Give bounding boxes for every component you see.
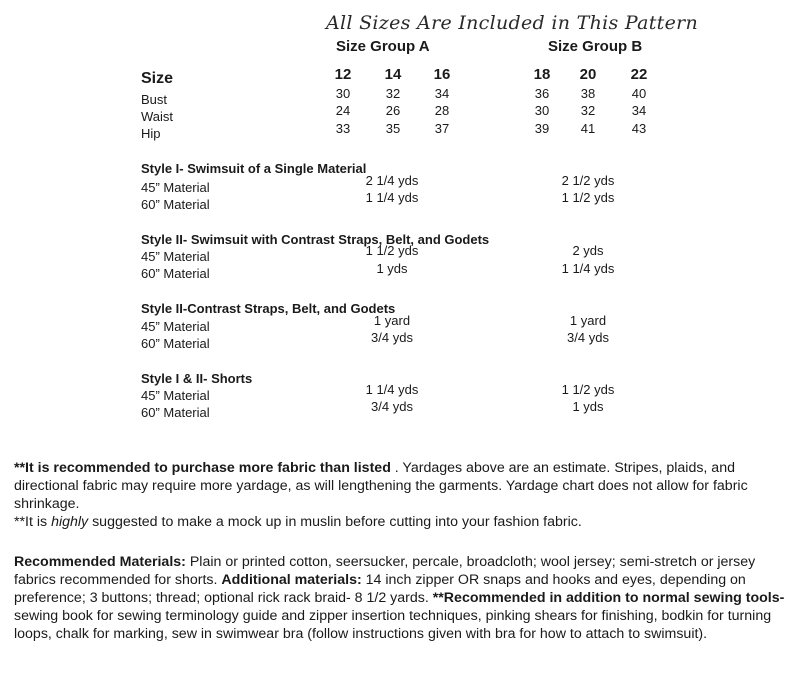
bust-value: 38 — [580, 86, 596, 101]
material-60-label: 60” Material — [141, 197, 210, 212]
waist-value: 30 — [534, 103, 550, 118]
additional-materials-text: 14 inch zipper OR snaps and hooks and eyes, depending on preference; 3 buttons; thread; optional rick rack braid- 8 1/2 yards. — [14, 572, 746, 606]
hip-label: Hip — [141, 126, 161, 141]
yardage-group-a: 3/4 yds — [371, 330, 413, 345]
bust-label: Bust — [141, 92, 168, 107]
size-16: 16 — [433, 66, 451, 83]
bust-value: 32 — [385, 86, 401, 101]
size-group-a-heading: Size Group A — [336, 38, 430, 55]
bust-value: 30 — [335, 86, 351, 101]
waist-value: 26 — [385, 103, 401, 118]
material-45-label: 45” Material — [141, 319, 210, 334]
mockup-note-post: suggested to make a mock up in muslin before cutting into your fashion fabric. — [88, 514, 582, 530]
waist-value: 32 — [580, 103, 596, 118]
yardage-group-a: 1 1/4 yds — [365, 190, 419, 205]
mockup-note-emphasis: highly — [51, 514, 89, 530]
yardage-group-b: 2 yds — [572, 243, 604, 258]
yardage-group-a: 1 1/4 yds — [365, 382, 419, 397]
hip-value: 41 — [580, 121, 596, 136]
yardage-group-a: 1 yds — [376, 261, 408, 276]
fabric-note-bold: **It is recommended to purchase more fabric than listed — [14, 460, 391, 476]
hip-value: 39 — [534, 121, 550, 136]
yardage-group-b: 3/4 yds — [567, 330, 609, 345]
yardage-group-a: 3/4 yds — [371, 399, 413, 414]
size-18: 18 — [533, 66, 551, 83]
bust-value: 36 — [534, 86, 550, 101]
fabric-note-text: . Yardages above are an estimate. Stripes, plaids, and directional fabric may require more yardage, as will lengthening the garments. Yardage chart does not allow for fabric shrinkage. — [14, 460, 748, 512]
hip-value: 43 — [631, 121, 647, 136]
mockup-note-pre: **It is — [14, 514, 52, 530]
style-2-contrast-title: Style II-Contrast Straps, Belt, and Godets — [141, 301, 396, 316]
style-shorts-title: Style I & II- Shorts — [141, 371, 253, 386]
hip-value: 35 — [385, 121, 401, 136]
size-20: 20 — [579, 66, 597, 83]
size-group-b-heading: Size Group B — [548, 38, 643, 55]
sewing-tools-label: **Recommended in addition to normal sewing tools- — [432, 590, 785, 606]
yardage-group-b: 1 yds — [572, 399, 604, 414]
size-14: 14 — [384, 66, 402, 83]
fabric-note — [14, 459, 794, 531]
waist-value: 34 — [631, 103, 647, 118]
style-2-title: Style II- Swimsuit with Contrast Straps, Belt, and Godets — [141, 232, 490, 247]
yardage-group-b: 1 yard — [569, 313, 607, 328]
recommended-materials-label: Recommended Materials: — [14, 554, 186, 570]
pattern-title: All Sizes Are Included in This Pattern — [326, 12, 699, 34]
yardage-group-b: 1 1/2 yds — [561, 190, 615, 205]
bust-value: 34 — [434, 86, 450, 101]
waist-value: 28 — [434, 103, 450, 118]
materials-paragraph — [14, 553, 794, 643]
recommended-materials-text: Plain or printed cotton, seersucker, percale, broadcloth; wool jersey; semi-stretch or jersey fabrics recommended for shorts. — [14, 554, 756, 588]
waist-value: 24 — [335, 103, 351, 118]
material-60-label: 60” Material — [141, 336, 210, 351]
waist-label: Waist — [141, 109, 174, 124]
material-60-label: 60” Material — [141, 405, 210, 420]
sewing-tools-text: sewing book for sewing terminology guide and zipper insertion techniques, pinking shears for finishing, bodkin for turning loops, chalk for marking, sew in swimwear bra (follow instructions given with bra for how to attach to swimsuit). — [14, 608, 772, 642]
yardage-group-a: 1 1/2 yds — [365, 243, 419, 258]
yardage-group-b: 1 1/2 yds — [561, 382, 615, 397]
bust-value: 40 — [631, 86, 647, 101]
size-row-label: Size — [141, 70, 174, 87]
style-1-title: Style I- Swimsuit of a Single Material — [141, 161, 367, 176]
additional-materials-label: Additional materials: — [221, 572, 362, 588]
material-60-label: 60” Material — [141, 266, 210, 281]
material-45-label: 45” Material — [141, 388, 210, 403]
yardage-group-b: 1 1/4 yds — [561, 261, 615, 276]
material-45-label: 45” Material — [141, 249, 210, 264]
yardage-group-a: 1 yard — [373, 313, 411, 328]
hip-value: 33 — [335, 121, 351, 136]
material-45-label: 45” Material — [141, 180, 210, 195]
hip-value: 37 — [434, 121, 450, 136]
size-22: 22 — [630, 66, 648, 83]
yardage-group-b: 2 1/2 yds — [561, 173, 615, 188]
yardage-group-a: 2 1/4 yds — [365, 173, 419, 188]
size-12: 12 — [334, 66, 352, 83]
